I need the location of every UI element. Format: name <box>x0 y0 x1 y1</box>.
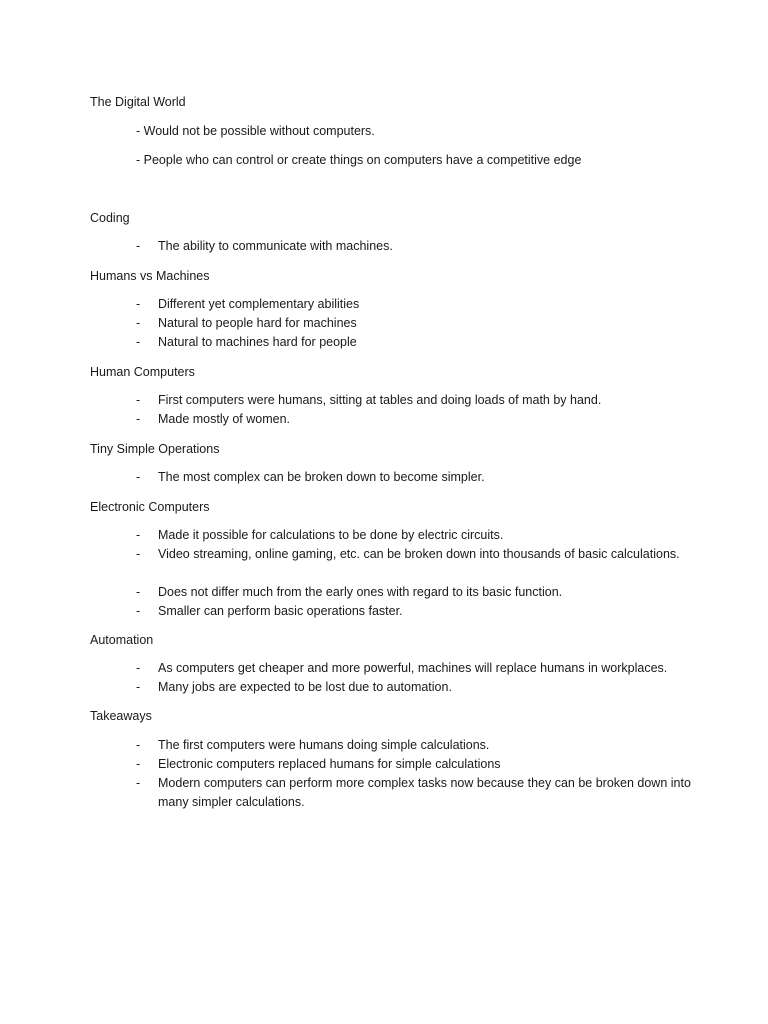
bullet-dash: - <box>136 547 141 561</box>
note-line: - People who can control or create things on computers have a competitive edge <box>136 153 582 167</box>
list-item-text: Natural to machines hard for people <box>158 335 357 349</box>
section-heading-coding: Coding <box>90 211 130 225</box>
bullet-dash: - <box>136 470 141 484</box>
list-item-text: Video streaming, online gaming, etc. can be broken down into thousands of basic calculations. <box>158 547 680 561</box>
list-item <box>136 391 696 410</box>
list-item-text: The first computers were humans doing simple calculations. <box>158 738 490 752</box>
bullet-dash: - <box>136 661 141 675</box>
list-item <box>136 583 696 602</box>
list-item-text: Made it possible for calculations to be done by electric circuits. <box>158 528 504 542</box>
bullet-dash: - <box>136 316 141 330</box>
list-item <box>136 774 696 812</box>
list-item-text: Modern computers can perform more complex tasks now because they can be broken down into many simpler calculations. <box>158 776 691 809</box>
list-item <box>136 410 696 429</box>
list-item <box>136 755 696 774</box>
bullet-dash: - <box>136 585 141 599</box>
section-heading-tiny-simple-operations: Tiny Simple Operations <box>90 442 220 456</box>
section-heading-takeaways: Takeaways <box>90 709 152 723</box>
list-item <box>136 237 696 256</box>
list-item-text: The ability to communicate with machines. <box>158 239 393 253</box>
list-item <box>136 736 696 755</box>
bullet-dash: - <box>136 412 141 426</box>
bullet-dash: - <box>136 297 141 311</box>
list-item-text: Does not differ much from the early ones with regard to its basic function. <box>158 585 563 599</box>
list-item <box>136 545 696 564</box>
list-item <box>136 468 696 487</box>
list-item-text: First computers were humans, sitting at tables and doing loads of math by hand. <box>158 393 602 407</box>
section-heading-electronic-computers: Electronic Computers <box>90 500 210 514</box>
bullet-dash: - <box>136 738 141 752</box>
list-item-text: As computers get cheaper and more powerful, machines will replace humans in workplaces. <box>158 661 668 675</box>
list-item-text: The most complex can be broken down to become simpler. <box>158 470 485 484</box>
list-item <box>136 314 696 333</box>
list-item <box>136 526 696 545</box>
bullet-dash: - <box>136 680 141 694</box>
list-item-text: Different yet complementary abilities <box>158 297 360 311</box>
section-heading-humans-vs-machines: Humans vs Machines <box>90 269 210 283</box>
section-heading-automation: Automation <box>90 633 154 647</box>
section-heading-digital-world: The Digital World <box>90 95 186 109</box>
bullet-dash: - <box>136 776 141 790</box>
bullet-dash: - <box>136 335 141 349</box>
list-item-text: Made mostly of women. <box>158 412 290 426</box>
bullet-dash: - <box>136 757 141 771</box>
list-item <box>136 678 696 697</box>
list-item <box>136 333 696 352</box>
bullet-dash: - <box>136 604 141 618</box>
list-item-text: Natural to people hard for machines <box>158 316 357 330</box>
list-item-text: Smaller can perform basic operations faster. <box>158 604 403 618</box>
bullet-dash: - <box>136 528 141 542</box>
list-item <box>136 659 696 678</box>
list-item-text: Electronic computers replaced humans for simple calculations <box>158 757 501 771</box>
list-item <box>136 602 696 621</box>
list-item-text: Many jobs are expected to be lost due to automation. <box>158 680 452 694</box>
section-heading-human-computers: Human Computers <box>90 365 195 379</box>
bullet-dash: - <box>136 239 141 253</box>
list-item <box>136 295 696 314</box>
bullet-dash: - <box>136 393 141 407</box>
note-line: - Would not be possible without computers. <box>136 124 375 138</box>
